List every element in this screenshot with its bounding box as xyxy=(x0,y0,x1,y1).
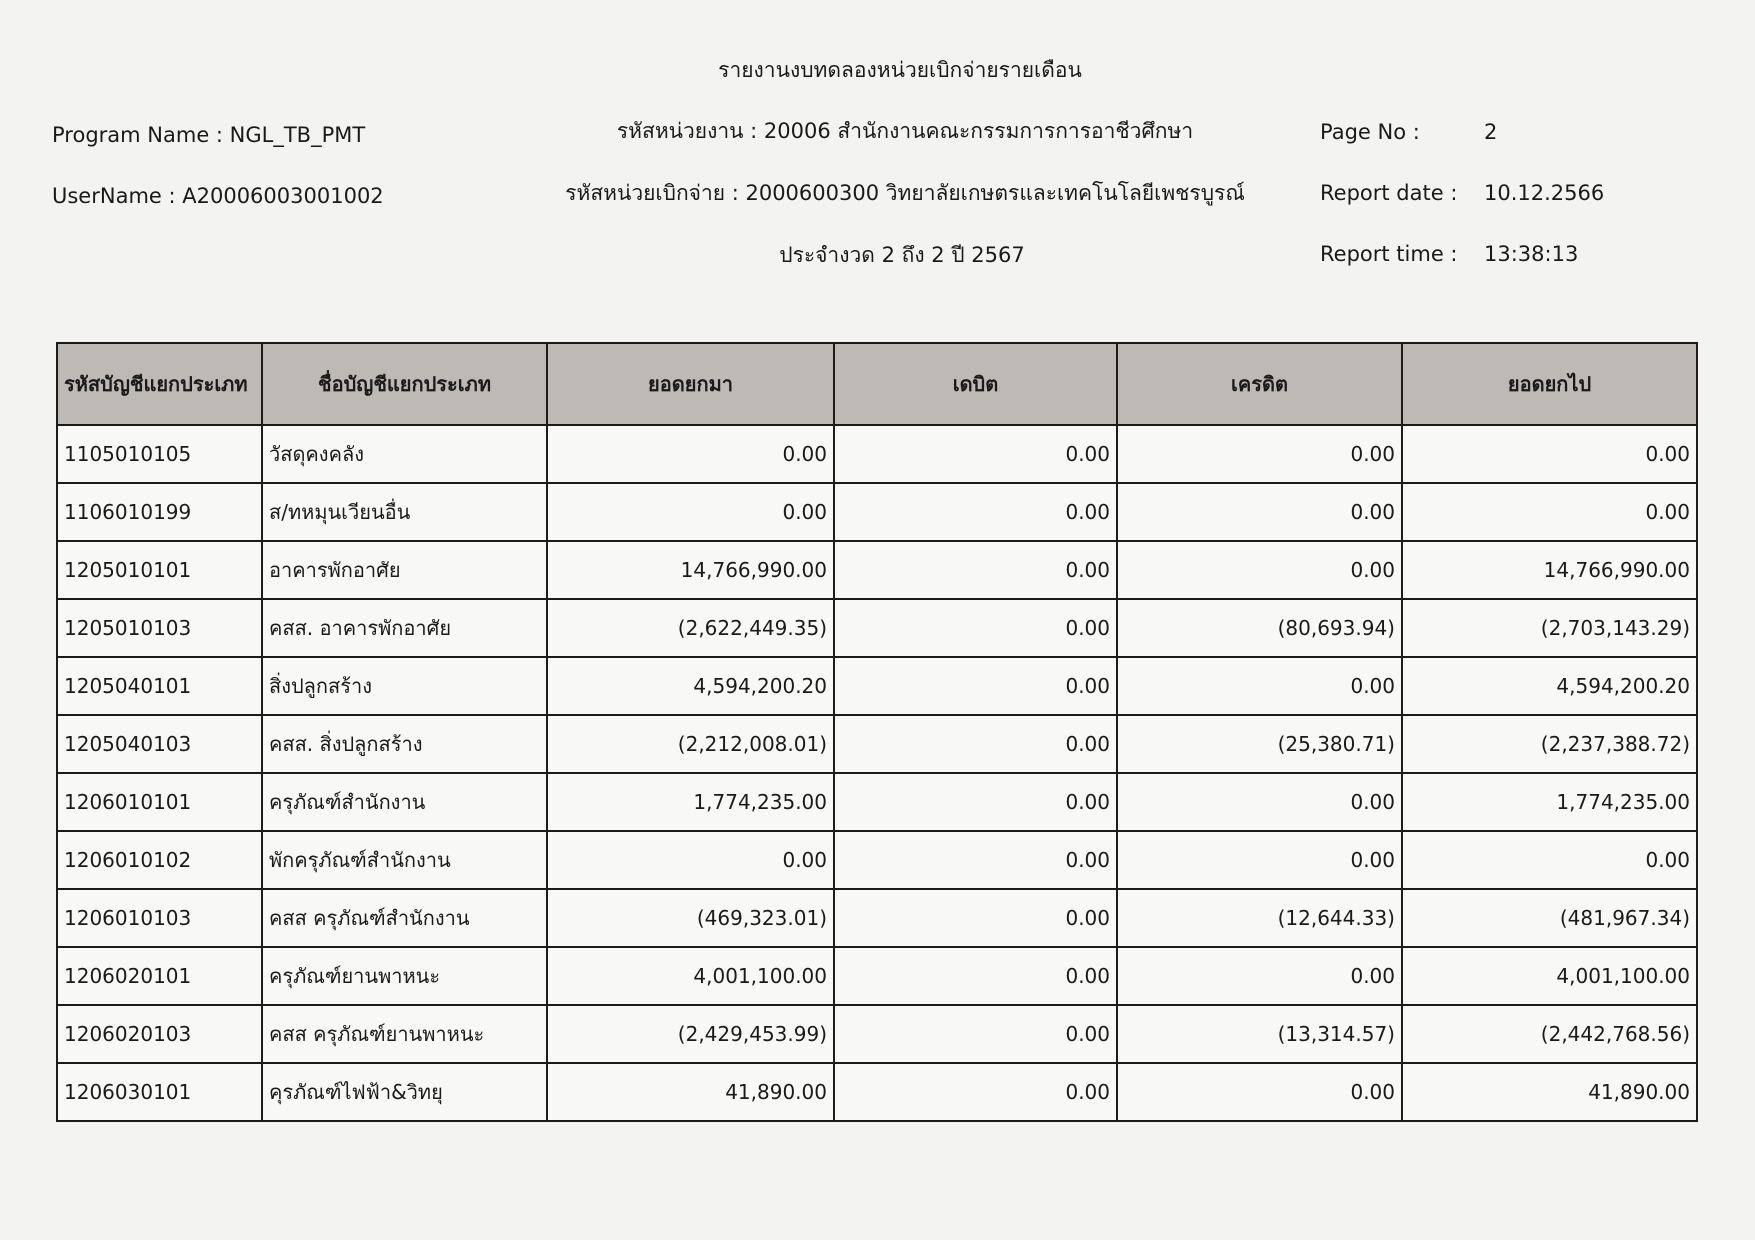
balance-forward-cell: (469,323.01) xyxy=(547,889,834,947)
balance-forward-cell: 0.00 xyxy=(547,483,834,541)
disbursing-unit-line: รหัสหน่วยเบิกจ่าย : 2000600300 วิทยาลัยเกษตรและเทคโนโลยีเพชรบูรณ์ xyxy=(565,181,1245,205)
account-name-cell: สิ่งปลูกสร้าง xyxy=(262,657,547,715)
debit-cell: 0.00 xyxy=(834,657,1117,715)
account-code-cell: 1205040103 xyxy=(57,715,262,773)
balance-carried-cell: (2,703,143.29) xyxy=(1402,599,1697,657)
report-title: รายงานงบทดลองหน่วยเบิกจ่ายรายเดือน xyxy=(718,58,1082,82)
debit-cell: 0.00 xyxy=(834,947,1117,1005)
page-no-value: 2 xyxy=(1484,120,1498,144)
credit-cell: 0.00 xyxy=(1117,831,1402,889)
table-row xyxy=(57,599,1697,657)
debit-cell: 0.00 xyxy=(834,599,1117,657)
debit-cell: 0.00 xyxy=(834,715,1117,773)
account-name-cell: ส/ทหมุนเวียนอื่น xyxy=(262,483,547,541)
debit-cell: 0.00 xyxy=(834,1063,1117,1121)
balance-forward-cell: 41,890.00 xyxy=(547,1063,834,1121)
user-name: UserName : A20006003001002 xyxy=(52,184,384,208)
account-name-cell: อาคารพักอาศัย xyxy=(262,541,547,599)
account-name-cell: คสส. อาคารพักอาศัย xyxy=(262,599,547,657)
report-date-value: 10.12.2566 xyxy=(1484,181,1605,205)
account-name-cell: ครุภัณฑ์ยานพาหนะ xyxy=(262,947,547,1005)
account-name-cell: คุรภัณฑ์ไฟฟ้า&วิทยุ xyxy=(262,1063,547,1121)
account-code-cell: 1206010101 xyxy=(57,773,262,831)
balance-carried-cell: 4,594,200.20 xyxy=(1402,657,1697,715)
debit-cell: 0.00 xyxy=(834,483,1117,541)
balance-carried-cell: 0.00 xyxy=(1402,483,1697,541)
credit-cell: (12,644.33) xyxy=(1117,889,1402,947)
account-code-cell: 1106010199 xyxy=(57,483,262,541)
report-time-value: 13:38:13 xyxy=(1484,242,1579,266)
account-code-cell: 1206010102 xyxy=(57,831,262,889)
table-header-row xyxy=(57,343,1697,425)
credit-cell: 0.00 xyxy=(1117,483,1402,541)
table-row xyxy=(57,1005,1697,1063)
account-code-cell: 1105010105 xyxy=(57,425,262,483)
column-header-balance-forward: ยอดยกมา xyxy=(547,343,834,425)
balance-forward-cell: 0.00 xyxy=(547,831,834,889)
balance-carried-cell: (2,237,388.72) xyxy=(1402,715,1697,773)
credit-cell: 0.00 xyxy=(1117,773,1402,831)
balance-carried-cell: 4,001,100.00 xyxy=(1402,947,1697,1005)
account-name-cell: คสส. สิ่งปลูกสร้าง xyxy=(262,715,547,773)
table-row xyxy=(57,831,1697,889)
balance-forward-cell: (2,622,449.35) xyxy=(547,599,834,657)
balance-forward-cell: (2,212,008.01) xyxy=(547,715,834,773)
balance-carried-cell: 14,766,990.00 xyxy=(1402,541,1697,599)
column-header-debit: เดบิต xyxy=(834,343,1117,425)
balance-forward-cell: 0.00 xyxy=(547,425,834,483)
credit-cell: (80,693.94) xyxy=(1117,599,1402,657)
period-line: ประจำงวด 2 ถึง 2 ปี 2567 xyxy=(779,243,1025,267)
credit-cell: 0.00 xyxy=(1117,541,1402,599)
account-name-cell: พักครุภัณฑ์สำนักงาน xyxy=(262,831,547,889)
trial-balance-table xyxy=(56,342,1698,1122)
balance-forward-cell: 4,001,100.00 xyxy=(547,947,834,1005)
balance-carried-cell: 0.00 xyxy=(1402,831,1697,889)
agency-line: รหัสหน่วยงาน : 20006 สำนักงานคณะกรรมการการอาชีวศึกษา xyxy=(616,119,1194,143)
program-name: Program Name : NGL_TB_PMT xyxy=(52,123,366,147)
balance-forward-cell: 14,766,990.00 xyxy=(547,541,834,599)
debit-cell: 0.00 xyxy=(834,541,1117,599)
credit-cell: 0.00 xyxy=(1117,657,1402,715)
balance-forward-cell: 1,774,235.00 xyxy=(547,773,834,831)
debit-cell: 0.00 xyxy=(834,1005,1117,1063)
balance-carried-cell: (2,442,768.56) xyxy=(1402,1005,1697,1063)
column-header-balance-carried: ยอดยกไป xyxy=(1402,343,1697,425)
credit-cell: 0.00 xyxy=(1117,1063,1402,1121)
table-row xyxy=(57,773,1697,831)
balance-carried-cell: 1,774,235.00 xyxy=(1402,773,1697,831)
account-code-cell: 1206020103 xyxy=(57,1005,262,1063)
table-row xyxy=(57,657,1697,715)
account-code-cell: 1205040101 xyxy=(57,657,262,715)
balance-forward-cell: 4,594,200.20 xyxy=(547,657,834,715)
report-time-label: Report time : xyxy=(1320,242,1458,266)
account-name-cell: คสส ครุภัณฑ์สำนักงาน xyxy=(262,889,547,947)
balance-carried-cell: 0.00 xyxy=(1402,425,1697,483)
page-no-label: Page No : xyxy=(1320,120,1420,144)
credit-cell: 0.00 xyxy=(1117,425,1402,483)
table-row xyxy=(57,1063,1697,1121)
balance-forward-cell: (2,429,453.99) xyxy=(547,1005,834,1063)
debit-cell: 0.00 xyxy=(834,889,1117,947)
debit-cell: 0.00 xyxy=(834,425,1117,483)
account-code-cell: 1206010103 xyxy=(57,889,262,947)
table-row xyxy=(57,889,1697,947)
table-row xyxy=(57,541,1697,599)
account-name-cell: คสส ครุภัณฑ์ยานพาหนะ xyxy=(262,1005,547,1063)
account-code-cell: 1205010101 xyxy=(57,541,262,599)
debit-cell: 0.00 xyxy=(834,773,1117,831)
account-name-cell: วัสดุคงคลัง xyxy=(262,425,547,483)
table-row xyxy=(57,947,1697,1005)
account-code-cell: 1206030101 xyxy=(57,1063,262,1121)
balance-carried-cell: 41,890.00 xyxy=(1402,1063,1697,1121)
report-date-label: Report date : xyxy=(1320,181,1458,205)
column-header-account-name: ชื่อบัญชีแยกประเภท xyxy=(262,343,547,425)
credit-cell: (25,380.71) xyxy=(1117,715,1402,773)
debit-cell: 0.00 xyxy=(834,831,1117,889)
column-header-credit: เครดิต xyxy=(1117,343,1402,425)
balance-carried-cell: (481,967.34) xyxy=(1402,889,1697,947)
table-row xyxy=(57,715,1697,773)
account-name-cell: ครุภัณฑ์สำนักงาน xyxy=(262,773,547,831)
table-row xyxy=(57,425,1697,483)
account-code-cell: 1206020101 xyxy=(57,947,262,1005)
column-header-account-code: รหัสบัญชีแยกประเภท xyxy=(57,343,262,425)
table-row xyxy=(57,483,1697,541)
account-code-cell: 1205010103 xyxy=(57,599,262,657)
credit-cell: (13,314.57) xyxy=(1117,1005,1402,1063)
credit-cell: 0.00 xyxy=(1117,947,1402,1005)
